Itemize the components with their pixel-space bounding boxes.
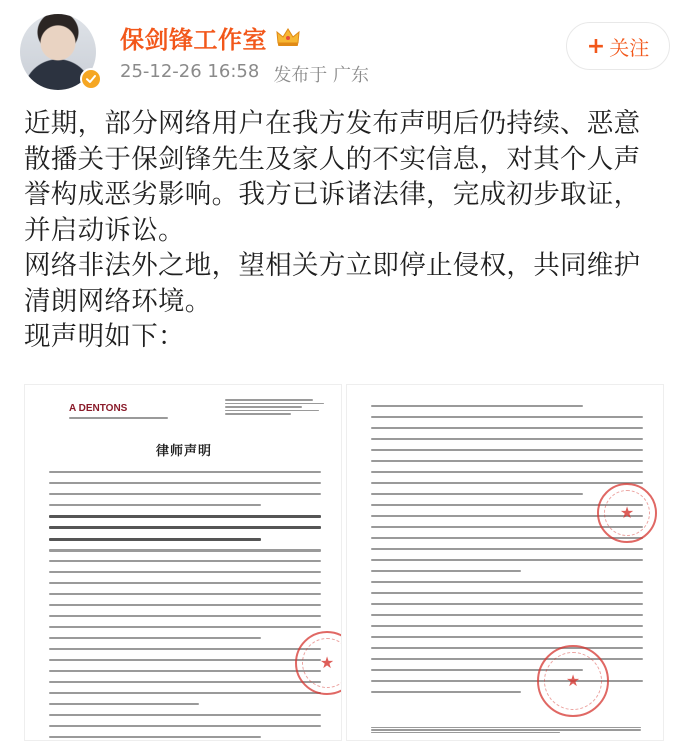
post-meta [120, 61, 369, 87]
post-paragraph: 现声明如下： [24, 321, 185, 352]
document-footer [371, 726, 641, 735]
statement-image-page-2[interactable] [346, 384, 664, 741]
red-seal-icon [597, 483, 657, 543]
document-text-block [371, 405, 643, 702]
firm-subtitle [69, 415, 179, 421]
firm-logo: A DENTONS [69, 403, 128, 414]
post-images [24, 384, 664, 741]
account-name[interactable]: 保剑锋工作室 [120, 25, 267, 54]
post-source: 发布于 广东 [273, 65, 370, 86]
post-paragraph: 网络非法外之地，望相关方立即停止侵权，共同维护清朗网络环境。 [24, 250, 641, 317]
post-paragraph: 近期，部分网络用户在我方发布声明后仍持续、恶意散播关于保剑锋先生及家人的不实信息，对其个人声誉构成恶劣影响。我方已诉诸法律，完成初步取证，并启动诉讼。 [24, 108, 641, 246]
post-timestamp: 25-12-26 16:58 [120, 61, 260, 82]
post-header [0, 0, 690, 100]
post-body [24, 106, 664, 355]
statement-image-page-1[interactable] [24, 384, 342, 741]
firm-address [225, 397, 335, 417]
red-seal-icon [537, 645, 609, 717]
follow-label: 关注 [609, 35, 650, 60]
document-text-block [49, 471, 321, 741]
follow-button[interactable] [566, 22, 670, 70]
account-name-row [120, 20, 301, 54]
verified-badge-icon [80, 68, 102, 90]
plus-icon: + [586, 33, 606, 59]
crown-icon [275, 26, 301, 48]
document-title: 律师声明 [155, 444, 212, 459]
